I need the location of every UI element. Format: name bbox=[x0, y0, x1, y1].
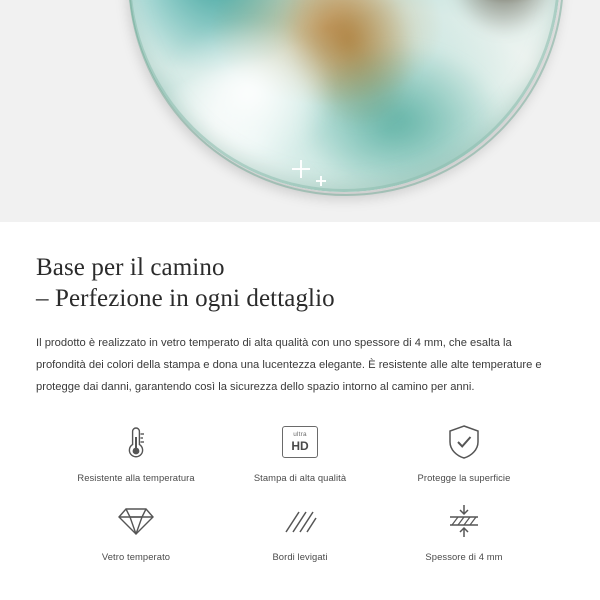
feature-item-tempered-glass bbox=[54, 499, 218, 562]
feature-label: Protegge la superficie bbox=[417, 472, 511, 483]
feature-item-temperature-resistant bbox=[54, 420, 218, 483]
ultra-hd-icon bbox=[274, 420, 326, 464]
feature-item-polished-edges bbox=[218, 499, 382, 562]
thickness-arrows-icon bbox=[438, 499, 490, 543]
feature-label: Spessore di 4 mm bbox=[425, 551, 503, 562]
feature-item-high-quality-print bbox=[218, 420, 382, 483]
polished-edges-icon bbox=[274, 499, 326, 543]
feature-item-thickness bbox=[382, 499, 546, 562]
ink-blot-white bbox=[163, 19, 336, 166]
thermometer-icon bbox=[110, 420, 162, 464]
hero-image bbox=[0, 0, 600, 222]
ink-blot-teal-bottom bbox=[301, 45, 500, 192]
description-paragraph: Il prodotto è realizzato in vetro temperato di alta qualità con uno spessore di 4 mm, che esalta la profondità dei colori della stampa e dona una lucentezza elegante. È resistente alle alte temperature e protegge dai danni, garantendo così la sicurezza dello spazio intorno al camino per anni. bbox=[36, 337, 542, 393]
ultra-hd-badge-top: ultra bbox=[293, 431, 307, 439]
ultra-hd-badge-bottom: HD bbox=[291, 438, 309, 453]
feature-item-surface-protection bbox=[382, 420, 546, 483]
feature-grid bbox=[36, 420, 564, 562]
diamond-icon bbox=[110, 499, 162, 543]
feature-label: Resistente alla temperatura bbox=[77, 472, 195, 483]
feature-label: Bordi levigati bbox=[272, 551, 328, 562]
ink-blot-gold-center bbox=[259, 0, 438, 147]
headline-line-2: – Perfezione in ogni dettaglio bbox=[36, 285, 335, 312]
headline-line-1: Base per il camino bbox=[36, 254, 225, 281]
ink-blot-teal-left bbox=[128, 0, 309, 80]
feature-label: Stampa di alta qualità bbox=[253, 472, 347, 483]
shield-check-icon bbox=[438, 420, 490, 464]
page-title bbox=[36, 252, 564, 314]
feature-label: Vetro temperato bbox=[101, 551, 171, 562]
ink-blot-dark-right bbox=[448, 0, 560, 36]
content-area bbox=[0, 222, 600, 562]
